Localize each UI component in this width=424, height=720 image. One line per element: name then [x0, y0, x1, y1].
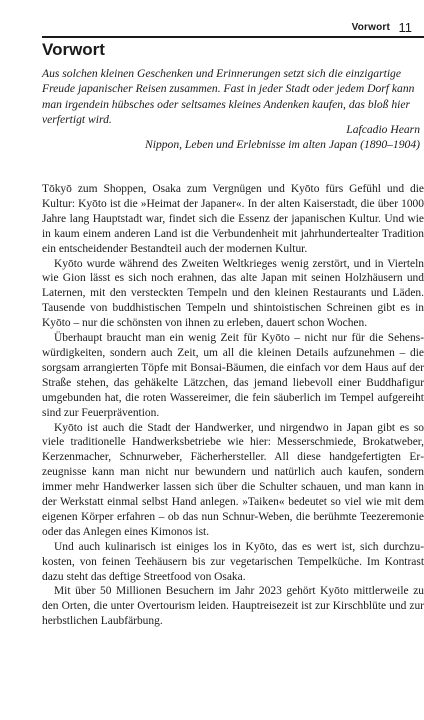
running-header — [42, 0, 424, 38]
chapter-title: Vorwort — [42, 40, 105, 59]
running-header-section: Vorwort — [351, 22, 390, 33]
epigraph — [42, 66, 424, 128]
paragraph: Und auch kulinarisch ist einiges los in Kyōto, das es wert ist, sich durchzukosten, von feinen Teehäusern bis zur vegetarischen Tempelküche. Im Kontrast dazu steht das deftige Streetfood von Osaka. — [42, 540, 424, 583]
page-number: 11 — [398, 20, 412, 35]
paragraph: Kyōto wurde während des Zweiten Weltkrieges wenig zerstört, und in Vierteln wie Gion lässt es sich noch erahnen, das alte Japan mit seinen Holzhäusern und Laternen, mit den versteckten Tempeln und den kleinen Restaurants und Läden. Tausende von buddhistischen Tempeln und shintoistischen Schreinen gibt es in Kyōto – nur die schönsten von ihnen zu erleben, dauert schon Wochen. — [42, 257, 424, 330]
paragraph: Kyōto ist auch die Stadt der Handwerker, und nirgendwo in Japan gibt es so viele traditionelle Handwerksbetriebe wie hier: Messerschmiede, Brokatweber, Kerzenmacher, Schnurweber, Fächerhersteller. All diese handgefertigten Erzeugnisse kann man nicht nur bewundern und natürlich auch kaufen, sondern immer mehr Handwerker lassen sich über die Schulter schauen, und man kann in der Werkstatt einmal selbst Hand anlegen. »Taiken« bedeutet so viel wie mit dem eigenen Körper erfahren – ob das nun Schnur-Weben, die berühmte Teezeremonie oder das Anlegen eines Kimonos ist. — [42, 421, 424, 538]
paragraph: Überhaupt braucht man ein wenig Zeit für Kyōto – nicht nur für die Sehenswürdigkeiten, sondern auch Zeit, um all die kleinen Details aufzunehmen – die sorgsam arrangierten Töpfe mit Bonsai-Bäumen, die einfach vor dem Haus auf der Straße stehen, das gehäkelte Lätzchen, das jemand liebevoll einer Buddhafigur umgebunden hat, die roten Wassereimer, die fein säuberlich im Tempel aufgereiht sind zur Feuerprävention. — [42, 332, 424, 419]
epigraph-source: Nippon, Leben und Erlebnisse im alten Japan (1890–1904) — [144, 138, 420, 151]
epigraph-author: Lafcadio Hearn — [346, 123, 420, 136]
epigraph-text: Aus solchen kleinen Geschenken und Erinnerungen setzt sich die einzigartige Freude japanischer Reisen zusammen. Fast in jeder Stadt oder jedem Dorf kann man irgendein hübsches oder seltsames kleines Andenken kaufen, das bloß hier verfertigt wird. — [42, 67, 415, 127]
paragraph: Mit über 50 Millionen Besuchern im Jahr 2023 gehört Kyōto mittlerweile zu den Orten, die unter Overtourism leiden. Hauptreisezeit ist zur Kirschblüte und zur herbstlichen Laubfärbung. — [42, 585, 424, 628]
paragraph: Tōkyō zum Shoppen, Osaka zum Vergnügen und Kyōto fürs Gefühl und die Kultur: Kyōto ist die »Heimat der Japaner«. In der alten Kaiserstadt, die über 1000 Jahre lang Hauptstadt war, findet sich die Essenz der japanischen Kultur. Und wie in kaum einem anderen Land ist die Verbundenheit mit jahrhundertealter Tradition ein entscheidender Bestandteil auch der modernen Kultur. — [42, 183, 424, 255]
body-text — [42, 182, 424, 629]
